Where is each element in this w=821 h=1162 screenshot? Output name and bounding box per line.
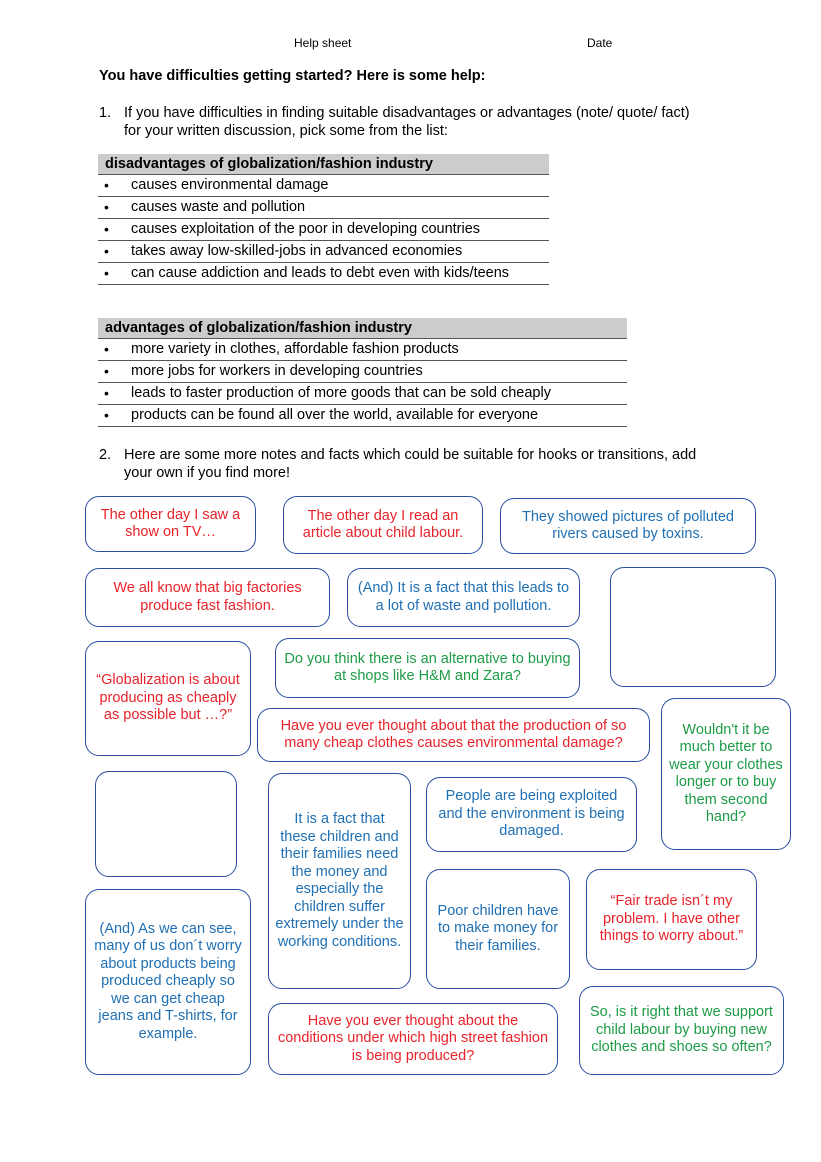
note-box [268,1003,558,1075]
bullet-icon: • [104,243,109,259]
note-box [85,496,256,552]
bullet-icon: • [104,221,109,237]
note-text: They showed pictures of polluted rivers caused by toxins. [522,508,734,542]
list-item [98,361,627,383]
list-item-text: causes environmental damage [131,177,329,193]
bullet-icon: • [104,385,109,401]
item1-line2: for your written discussion, pick some from the list: [124,123,448,139]
header-left: Help sheet [294,36,352,50]
note-box [85,889,251,1075]
note-text: People are being exploited and the environment is being damaged. [438,788,625,840]
list-item [98,175,549,197]
note-text: Do you think there is an alternative to buying at shops like H&M and Zara? [284,650,571,684]
header-date: Date [587,36,613,50]
list-item [98,405,627,427]
empty-note-box[interactable] [610,567,776,687]
empty-note-box[interactable] [95,771,237,877]
note-box [426,869,570,989]
note-box [347,568,580,627]
disadvantages-title: disadvantages of globalization/fashion industry [98,154,549,175]
list-item-text: products can be found all over the world, available for everyone [131,407,539,423]
note-text: Wouldn't it be much better to wear your clothes longer or to buy them second hand? [669,721,783,825]
list-item-text: leads to faster production of more goods that can be sold cheaply [131,385,551,401]
bullet-icon: • [104,363,109,379]
item1-number: 1. [99,105,112,121]
note-text: It is a fact that these children and their families need the money and especially the children suffer extremely under the working conditions. [275,811,404,950]
list-item-text: more jobs for workers in developing countries [131,363,423,379]
disadvantages-table [98,154,549,285]
note-text: (And) As we can see, many of us don´t worry about products being produced cheaply so we can get cheap jeans and T-shirts, for example. [94,920,242,1042]
item1-line1: If you have difficulties in finding suitable disadvantages or advantages (note/ quote/ fact) [124,105,690,121]
note-text: The other day I read an article about child labour. [302,507,464,541]
list-item-text: takes away low-skilled-jobs in advanced economies [131,243,463,259]
list-item [98,241,549,263]
bullet-icon: • [104,407,109,423]
note-box [257,708,650,762]
page-heading: You have difficulties getting started? Here is some help: [99,68,486,84]
list-item [98,263,549,285]
note-text: Have you ever thought about that the production of so many cheap clothes causes environmental damage? [280,717,627,751]
note-box [500,498,756,554]
note-box [586,869,757,970]
item2-line2: your own if you find more! [124,465,291,481]
note-text: “Fair trade isn´t my problem. I have other things to worry about.” [599,893,744,945]
list-item [98,219,549,241]
note-text: Poor children have to make money for their families. [437,902,559,954]
bullet-icon: • [104,199,109,215]
note-box [283,496,483,554]
list-item-text: causes exploitation of the poor in developing countries [131,221,481,237]
advantages-table [98,318,627,427]
note-box [268,773,411,989]
note-box [85,568,330,627]
bullet-icon: • [104,265,109,281]
list-item-text: can cause addiction and leads to debt even with kids/teens [131,265,510,281]
note-box [661,698,791,850]
item2-number: 2. [99,447,112,463]
list-item [98,383,627,405]
bullet-icon: • [104,341,109,357]
bullet-icon: • [104,177,109,193]
note-text: Have you ever thought about the conditions under which high street fashion is being produced? [277,1012,549,1064]
list-item [98,197,549,219]
note-text: “Globalization is about producing as cheaply as possible but …?” [96,672,240,724]
advantages-title: advantages of globalization/fashion industry [98,318,627,339]
note-text: The other day I saw a show on TV… [100,506,241,540]
note-box [85,641,251,756]
note-text: We all know that big factories produce fast fashion. [113,580,302,614]
note-box [275,638,580,698]
list-item-text: causes waste and pollution [131,199,306,215]
note-box [579,986,784,1075]
list-item [98,339,627,361]
list-item-text: more variety in clothes, affordable fashion products [131,341,459,357]
note-text: (And) It is a fact that this leads to a lot of waste and pollution. [357,580,570,614]
item2-line1: Here are some more notes and facts which could be suitable for hooks or transitions, add [124,447,697,463]
note-box [426,777,637,852]
note-text: So, is it right that we support child labour by buying new clothes and shoes so often? [590,1004,773,1056]
